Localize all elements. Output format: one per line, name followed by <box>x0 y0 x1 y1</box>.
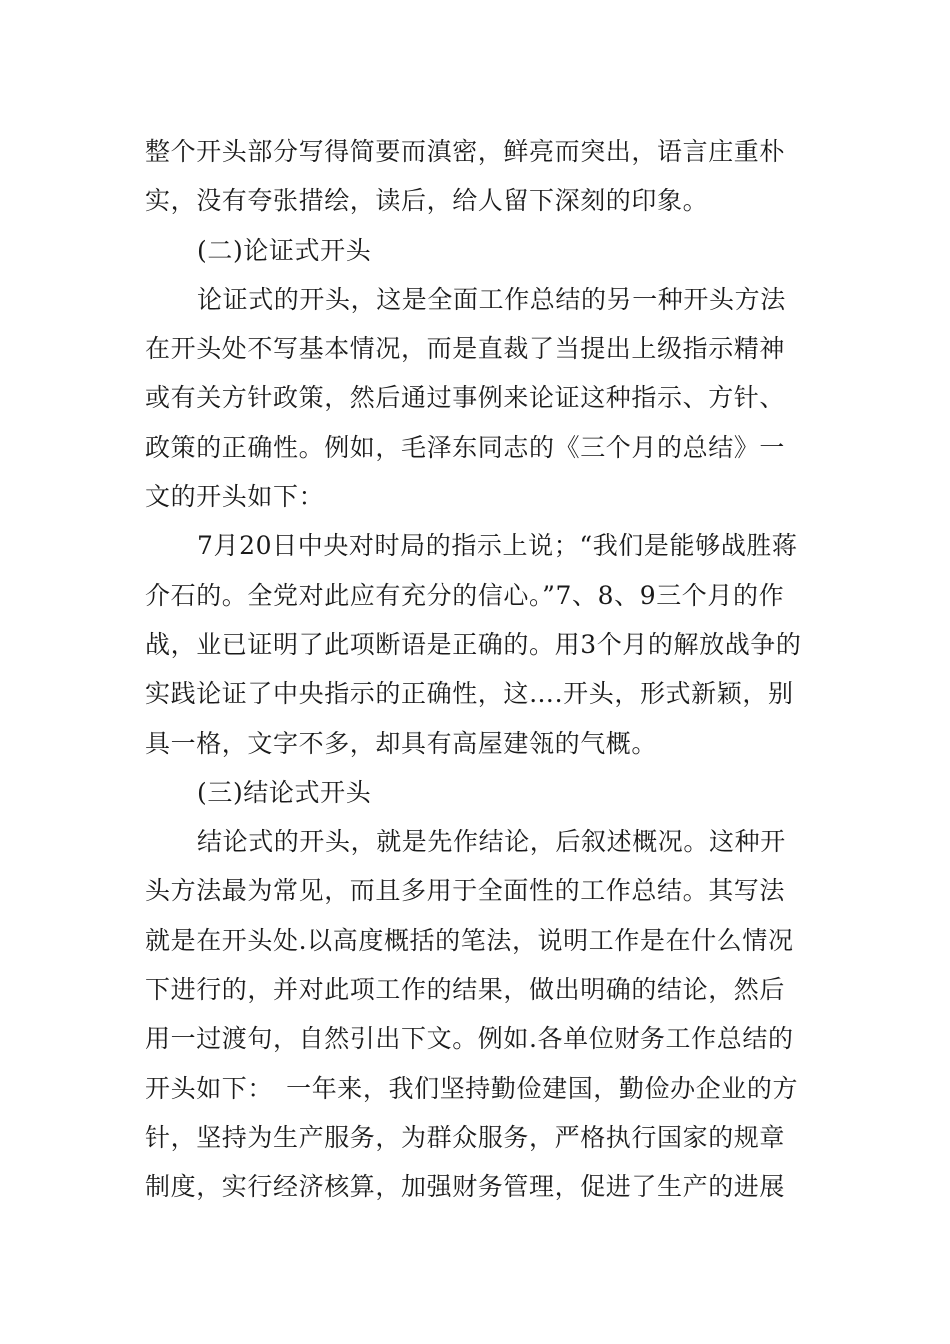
text-line: (二)论证式开头 <box>197 235 372 265</box>
text-line: 战，业已证明了此项断语是正确的。用3个月的解放战争的 <box>145 629 802 659</box>
text-line: 制度，实行经济核算，加强财务管理，促进了生产的进展 <box>145 1172 786 1202</box>
text-line: 下进行的，并对此项工作的结果，做出明确的结论，然后 <box>145 975 786 1005</box>
text-line: 头方法最为常见，而且多用于全面性的工作总结。其写法 <box>145 876 786 906</box>
text-line: 具一格，文字不多，却具有高屋建瓴的气概。 <box>145 728 658 758</box>
text-line: 介石的。全党对此应有充分的信心。”7、8、9三个月的作 <box>145 580 785 610</box>
text-line: 在开头处不写基本情况，而是直裁了当提出上级指示精神 <box>145 334 786 364</box>
text-line: (三)结论式开头 <box>197 777 372 807</box>
text-line: 用一过渡句，自然引出下文。例如.各单位财务工作总结的 <box>145 1024 794 1054</box>
text-line: 政策的正确性。例如，毛泽东同志的《三个月的总结》一 <box>145 432 786 462</box>
text-line: 论证式的开头，这是全面工作总结的另一种开头方法 <box>197 284 786 314</box>
text-line: 实，没有夸张措绘，读后，给人留下深刻的印象。 <box>145 186 709 216</box>
text-line: 实践论证了中央指示的正确性，这….开头，形式新颖，别 <box>145 679 794 709</box>
document-body <box>145 127 810 1212</box>
text-line: 结论式的开头，就是先作结论，后叙述概况。这种开 <box>197 827 786 857</box>
text-line: 或有关方针政策，然后通过事例来论证这种指示、方针、 <box>145 383 786 413</box>
text-line: 整个开头部分写得简要而滇密，鲜亮而突出，语言庄重朴 <box>145 137 786 166</box>
text-line: 开头如下： 一年来，我们坚持勤俭建国，勤俭办企业的方 <box>145 1073 799 1103</box>
text-line: 就是在开头处.以高度概括的笔法，说明工作是在什么情况 <box>145 925 794 955</box>
text-line: 7月20日中央对时局的指示上说；“我们是能够战胜蒋 <box>197 531 798 561</box>
text-line: 文的开头如下： <box>145 482 325 512</box>
text-line: 针，坚持为生产服务，为群众服务，严格执行国家的规章 <box>145 1122 786 1152</box>
